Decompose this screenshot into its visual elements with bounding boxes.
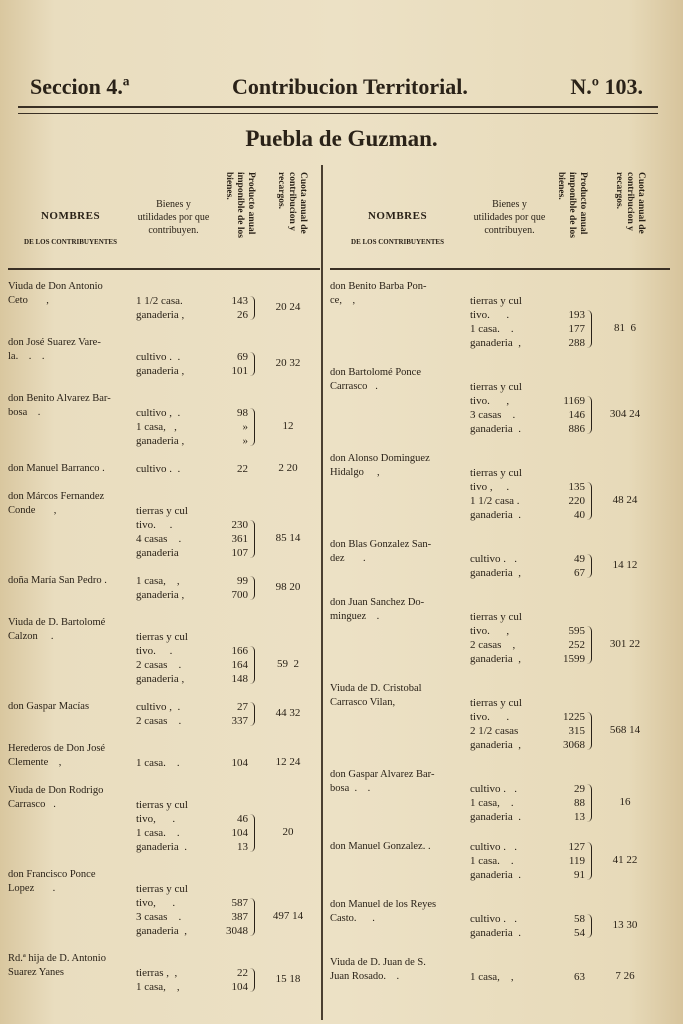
cuota-value: 497 14: [272, 910, 304, 922]
contributor-name: Viuda de D. Cristobal: [330, 683, 422, 694]
contributor-name: Viuda de Don Rodrigo: [8, 785, 104, 796]
page-number: N.º 103.: [570, 74, 643, 99]
brace: [587, 554, 592, 578]
cuota-value: 15 18: [275, 973, 301, 985]
page-header: [30, 70, 643, 104]
header-rule-thin: [18, 113, 658, 114]
cuota-value: 301 22: [609, 638, 641, 650]
contributor-name: Clemente ,: [8, 757, 62, 768]
asset-type: cultivo , .: [136, 407, 181, 419]
asset-type: 1 casa, ,: [470, 971, 514, 983]
brace: [587, 482, 592, 520]
product-value: 143: [231, 295, 248, 307]
section-label: Seccion 4.ª: [30, 74, 130, 99]
product-value: 127: [568, 841, 585, 853]
asset-type: ganaderia .: [470, 423, 521, 435]
asset-type: tierras y cul: [470, 697, 522, 709]
contributor-name: don Juan Sanchez Do-: [330, 597, 425, 608]
asset-type: tierras , ,: [136, 967, 178, 979]
asset-type: 2 casas ,: [470, 639, 516, 651]
product-value: 220: [568, 495, 585, 507]
asset-type: 3 casas .: [136, 911, 182, 923]
asset-type: ganaderia .: [470, 869, 521, 881]
product-value: 1599: [563, 653, 585, 665]
contributor-name: Carrasco .: [330, 381, 378, 392]
asset-type: tierras y cul: [136, 505, 188, 517]
product-value: 146: [568, 409, 585, 421]
contributor-name: Viuda de Don Antonio: [8, 281, 103, 292]
asset-type: tierras y cul: [470, 467, 522, 479]
brace: [250, 408, 255, 446]
brace: [587, 842, 592, 880]
product-value: 337: [231, 715, 248, 727]
brace: [250, 702, 255, 726]
product-value: 135: [568, 481, 585, 493]
product-value: 3068: [563, 739, 585, 751]
contributor-name: don Bartolomé Ponce: [330, 367, 421, 378]
right-column: [330, 168, 670, 983]
contributor-name: don Francisco Ponce: [8, 869, 96, 880]
contributor-name: la. . .: [8, 351, 45, 362]
contributor-name: Rd.ª hija de D. Antonio: [8, 953, 106, 964]
asset-type: ganaderia .: [470, 927, 521, 939]
product-value: 13: [574, 811, 585, 823]
contributor-name: don José Suarez Vare-: [8, 337, 101, 348]
contributor-name: Viuda de D. Juan de S.: [330, 957, 426, 968]
asset-type: 1 casa. .: [470, 855, 514, 867]
brace: [587, 784, 592, 822]
cuota-value: 41 22: [612, 854, 638, 866]
asset-type: tierras y cul: [136, 883, 188, 895]
product-value: 69: [237, 351, 248, 363]
asset-type: ganaderia ,: [470, 739, 521, 751]
brace: [587, 626, 592, 664]
contributor-name: don Benito Alvarez Bar-: [8, 393, 111, 404]
asset-type: tivo. ,: [470, 395, 510, 407]
cuota-value: 98 20: [275, 581, 301, 593]
cuota-value: 16: [619, 796, 631, 808]
asset-type: ganaderia ,: [470, 337, 521, 349]
asset-type: ganaderia ,: [136, 925, 187, 937]
product-value: 49: [574, 553, 585, 565]
cuota-value: 568 14: [609, 724, 641, 736]
contributor-name: don Benito Barba Pon-: [330, 281, 427, 292]
product-value: 193: [568, 309, 585, 321]
asset-type: 2 casas .: [136, 715, 182, 727]
names-label: NOMBRES: [40, 210, 101, 222]
contributor-name: don Márcos Fernandez: [8, 491, 105, 502]
contributor-name: Suarez Yanes: [8, 967, 64, 978]
product-value: 104: [231, 757, 248, 769]
contributor-name: don Manuel Gonzalez. .: [330, 841, 431, 852]
table-header: [8, 168, 320, 270]
product-value: 177: [568, 323, 585, 335]
contributor-name: Casto. .: [330, 913, 375, 924]
product-value: 164: [231, 659, 248, 671]
cuota-value: 2 20: [278, 462, 298, 474]
contributor-name: don Gaspar Macías: [8, 701, 90, 712]
asset-type: cultivo . .: [470, 913, 518, 925]
product-value: 67: [574, 567, 585, 579]
asset-type: 1 casa, ,: [136, 421, 177, 433]
contributor-name: ce, ,: [330, 295, 356, 306]
contributor-name: Carrasco Vilan,: [330, 697, 396, 708]
product-value: 88: [574, 797, 585, 809]
cuota-value: 20: [282, 826, 294, 838]
table-header: [330, 168, 670, 270]
asset-type: tivo , .: [470, 481, 510, 493]
cuota-value: 85 14: [275, 532, 301, 544]
asset-type: tivo. .: [470, 309, 510, 321]
cuota-heading: Cuota anual de contribucion y recargos.: [276, 172, 308, 234]
asset-type: cultivo . .: [136, 463, 181, 475]
header-rule: [18, 106, 658, 108]
asset-type: ganaderia ,: [136, 673, 185, 685]
asset-type: 3 casas .: [470, 409, 516, 421]
asset-type: 2 1/2 casas: [470, 725, 519, 737]
product-value: »: [242, 421, 248, 433]
product-value: 315: [568, 725, 585, 737]
cuota-value: 12 24: [275, 756, 301, 768]
product-value: 288: [568, 337, 585, 349]
product-value: 58: [574, 913, 585, 925]
cuota-value: 20 32: [275, 357, 301, 369]
brace: [250, 352, 255, 376]
asset-type: 1 casa. .: [136, 757, 180, 769]
product-value: 104: [231, 981, 248, 993]
product-value: 54: [574, 927, 585, 939]
contributor-name: Calzon .: [8, 631, 54, 642]
product-value: 587: [231, 897, 248, 909]
names-heading: [8, 210, 133, 246]
product-value: 886: [568, 423, 585, 435]
header-title: Contribucion Territorial.: [231, 74, 468, 99]
names-sublabel: DE LOS CONTRIBUYENTES: [351, 238, 444, 246]
asset-type: ganaderia ,: [136, 589, 185, 601]
cuota-value: 7 26: [615, 970, 635, 982]
product-value: 104: [231, 827, 248, 839]
product-value: 361: [231, 533, 248, 545]
contributor-name: Herederos de Don José: [8, 743, 106, 754]
asset-type: 1 casa, ,: [136, 575, 180, 587]
brace: [250, 296, 255, 320]
contributor-name: dez .: [330, 553, 366, 564]
product-value: 99: [237, 575, 248, 587]
cuota-value: 12: [282, 420, 294, 432]
contributor-name: Lopez .: [8, 883, 56, 894]
asset-type: ganaderia .: [470, 509, 521, 521]
contributor-name: Carrasco .: [8, 799, 56, 810]
product-value: 107: [231, 547, 248, 559]
contributor-name: don Blas Gonzalez San-: [330, 539, 432, 550]
contributor-name: don Manuel de los Reyes: [330, 899, 437, 910]
asset-type: ganaderia .: [136, 841, 187, 853]
product-value: 29: [574, 783, 585, 795]
asset-type: 4 casas .: [136, 533, 182, 545]
town-title: Puebla de Guzman.: [245, 126, 438, 151]
names-sublabel: DE LOS CONTRIBUYENTES: [24, 238, 117, 246]
asset-type: cultivo . .: [470, 783, 518, 795]
brace: [587, 914, 592, 938]
asset-type: 1 casa, .: [470, 797, 514, 809]
producto-heading: Producto anual imponible de los bienes.: [224, 172, 256, 238]
brace: [250, 646, 255, 684]
contributor-name: don Manuel Barranco .: [8, 463, 105, 474]
asset-type: tierras y cul: [470, 381, 522, 393]
contributor-name: minguez .: [330, 611, 380, 622]
contributor-name: don Alonso Dominguez: [330, 453, 430, 464]
product-value: 26: [237, 309, 248, 321]
product-value: 91: [574, 869, 585, 881]
asset-type: 1 casa. .: [470, 323, 514, 335]
asset-type: tivo. ,: [470, 625, 510, 637]
cuota-value: 48 24: [612, 494, 638, 506]
product-value: »: [242, 435, 248, 447]
asset-type: ganaderia .: [470, 811, 521, 823]
asset-type: tivo. .: [470, 711, 510, 723]
bienes-heading: Bienes y utilidades por que contribuyen.: [137, 199, 210, 236]
bienes-heading: Bienes y utilidades por que contribuyen.: [473, 199, 546, 236]
product-value: 63: [574, 971, 585, 983]
contributor-name: Ceto ,: [8, 295, 49, 306]
contributor-name: Juan Rosado. .: [330, 971, 400, 982]
asset-type: cultivo . .: [470, 553, 518, 565]
brace: [250, 968, 255, 992]
contributor-name: don Gaspar Alvarez Bar-: [330, 769, 435, 780]
product-value: 595: [568, 625, 585, 637]
brace: [587, 396, 592, 434]
brace: [587, 712, 592, 750]
asset-type: tierras y cul: [136, 799, 188, 811]
product-value: 700: [231, 589, 248, 601]
asset-type: ganaderia ,: [136, 365, 185, 377]
asset-type: cultivo . .: [136, 351, 181, 363]
product-value: 166: [231, 645, 248, 657]
asset-type: tivo. .: [136, 519, 173, 531]
asset-type: cultivo , .: [136, 701, 181, 713]
names-label: NOMBRES: [367, 210, 428, 222]
column-divider: [321, 165, 323, 1020]
names-heading: [335, 210, 460, 246]
asset-type: ganaderia ,: [470, 567, 521, 579]
brace: [250, 576, 255, 600]
brace: [587, 310, 592, 348]
product-value: 1225: [563, 711, 585, 723]
cuota-value: 59 2: [277, 658, 299, 670]
asset-type: 1 1/2 casa.: [136, 295, 183, 307]
product-value: 1169: [563, 395, 585, 407]
cuota-heading: Cuota anual de contribucion y recargos.: [614, 172, 646, 234]
contributor-name: Hidalgo ,: [330, 467, 380, 478]
asset-type: 1 1/2 casa .: [470, 495, 520, 507]
brace: [250, 898, 255, 936]
asset-type: ganaderia ,: [136, 435, 185, 447]
asset-type: ganaderia ,: [470, 653, 521, 665]
brace: [250, 520, 255, 558]
producto-heading: Producto anual imponible de los bienes.: [556, 172, 588, 238]
product-value: 46: [237, 813, 248, 825]
asset-type: 1 casa, ,: [136, 981, 180, 993]
left-column: [8, 168, 320, 993]
product-value: 22: [237, 463, 248, 475]
asset-type: tivo. .: [136, 645, 173, 657]
asset-type: tierras y cul: [470, 611, 522, 623]
asset-type: tierras y cul: [470, 295, 522, 307]
product-value: 252: [568, 639, 585, 651]
cuota-value: 81 6: [614, 322, 636, 334]
asset-type: ganaderia ,: [136, 309, 185, 321]
product-value: 22: [237, 967, 248, 979]
asset-type: 1 casa. .: [136, 827, 180, 839]
asset-type: tivo, .: [136, 813, 176, 825]
asset-type: tierras y cul: [136, 631, 188, 643]
product-value: 230: [231, 519, 248, 531]
cuota-value: 44 32: [275, 707, 301, 719]
contributor-name: bosa .: [8, 407, 41, 418]
asset-type: cultivo . .: [470, 841, 518, 853]
brace: [250, 814, 255, 852]
product-value: 98: [237, 407, 248, 419]
product-value: 119: [568, 855, 585, 867]
cuota-value: 13 30: [612, 919, 638, 931]
cuota-value: 14 12: [612, 559, 638, 571]
product-value: 3048: [226, 925, 248, 937]
product-value: 40: [574, 509, 585, 521]
product-value: 27: [237, 701, 248, 713]
cuota-value: 304 24: [609, 408, 641, 420]
product-value: 101: [231, 365, 248, 377]
contributor-name: bosa . .: [330, 783, 371, 794]
contributor-name: Viuda de D. Bartolomé: [8, 617, 106, 628]
asset-type: 2 casas .: [136, 659, 182, 671]
asset-type: ganaderia: [136, 547, 179, 559]
product-value: 148: [231, 673, 248, 685]
contributor-name: Conde ,: [8, 505, 57, 516]
product-value: 387: [231, 911, 248, 923]
contributor-name: doña María San Pedro .: [8, 575, 107, 586]
cuota-value: 20 24: [275, 301, 301, 313]
asset-type: tivo, .: [136, 897, 176, 909]
product-value: 13: [237, 841, 248, 853]
